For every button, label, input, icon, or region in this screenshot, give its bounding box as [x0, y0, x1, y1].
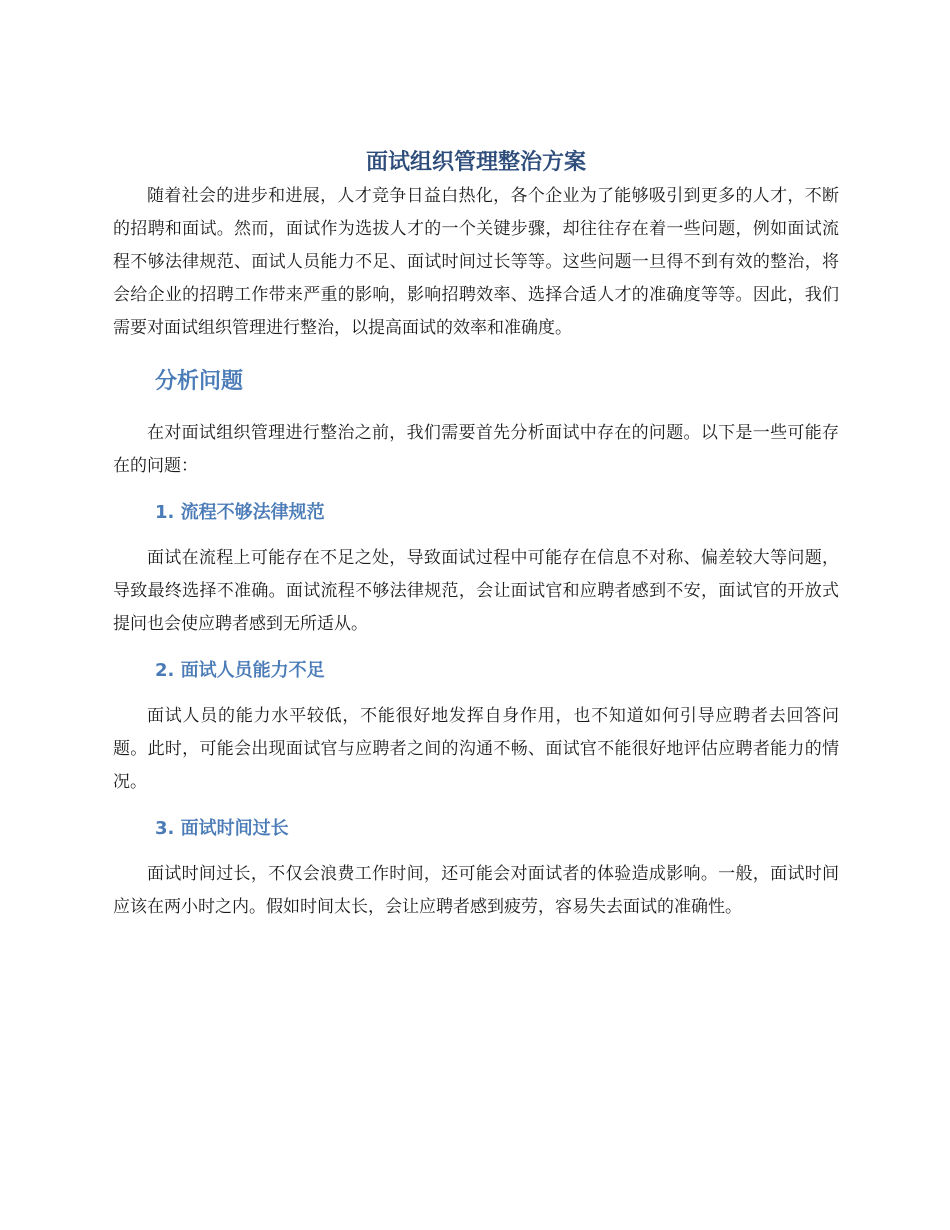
intro-paragraph: 随着社会的进步和进展，人才竞争日益白热化，各个企业为了能够吸引到更多的人才，不断的招聘和面试。然而，面试作为选拔人才的一个关键步骤，却往往存在着一些问题，例如面试流程不够法律规范、面试人员能力不足、面试时间过长等等。这些问题一旦得不到有效的整治，将会给企业的招聘工作带来严重的影响，影响招聘效率、选择合适人才的准确度等等。因此，我们需要对面试组织管理进行整治，以提高面试的效率和准确度。 [113, 186, 839, 338]
section-heading-analysis: 分析问题 [155, 369, 244, 394]
document-content [113, 146, 839, 924]
subsection-body-1: 面试在流程上可能存在不足之处，导致面试过程中可能存在信息不对称、偏差较大等问题，导致最终选择不准确。面试流程不够法律规范，会让面试官和应聘者感到不安，面试官的开放式提问也会使应聘者感到无所适从。 [113, 548, 839, 634]
subsection-body-3: 面试时间过长，不仅会浪费工作时间，还可能会对面试者的体验造成影响。一般，面试时间应该在两小时之内。假如时间太长，会让应聘者感到疲劳，容易失去面试的准确性。 [113, 864, 839, 917]
subsection-body-2: 面试人员的能力水平较低，不能很好地发挥自身作用，也不知道如何引导应聘者去回答问题。此时，可能会出现面试官与应聘者之间的沟通不畅、面试官不能很好地评估应聘者能力的情况。 [113, 706, 839, 792]
subsection-heading-3: 3. 面试时间过长 [155, 818, 289, 839]
document-title: 面试组织管理整治方案 [365, 150, 586, 175]
section-intro-paragraph: 在对面试组织管理进行整治之前，我们需要首先分析面试中存在的问题。以下是一些可能存在的问题： [113, 423, 839, 476]
subsection-heading-2: 2. 面试人员能力不足 [155, 660, 325, 681]
subsection-heading-1: 1. 流程不够法律规范 [155, 502, 325, 523]
